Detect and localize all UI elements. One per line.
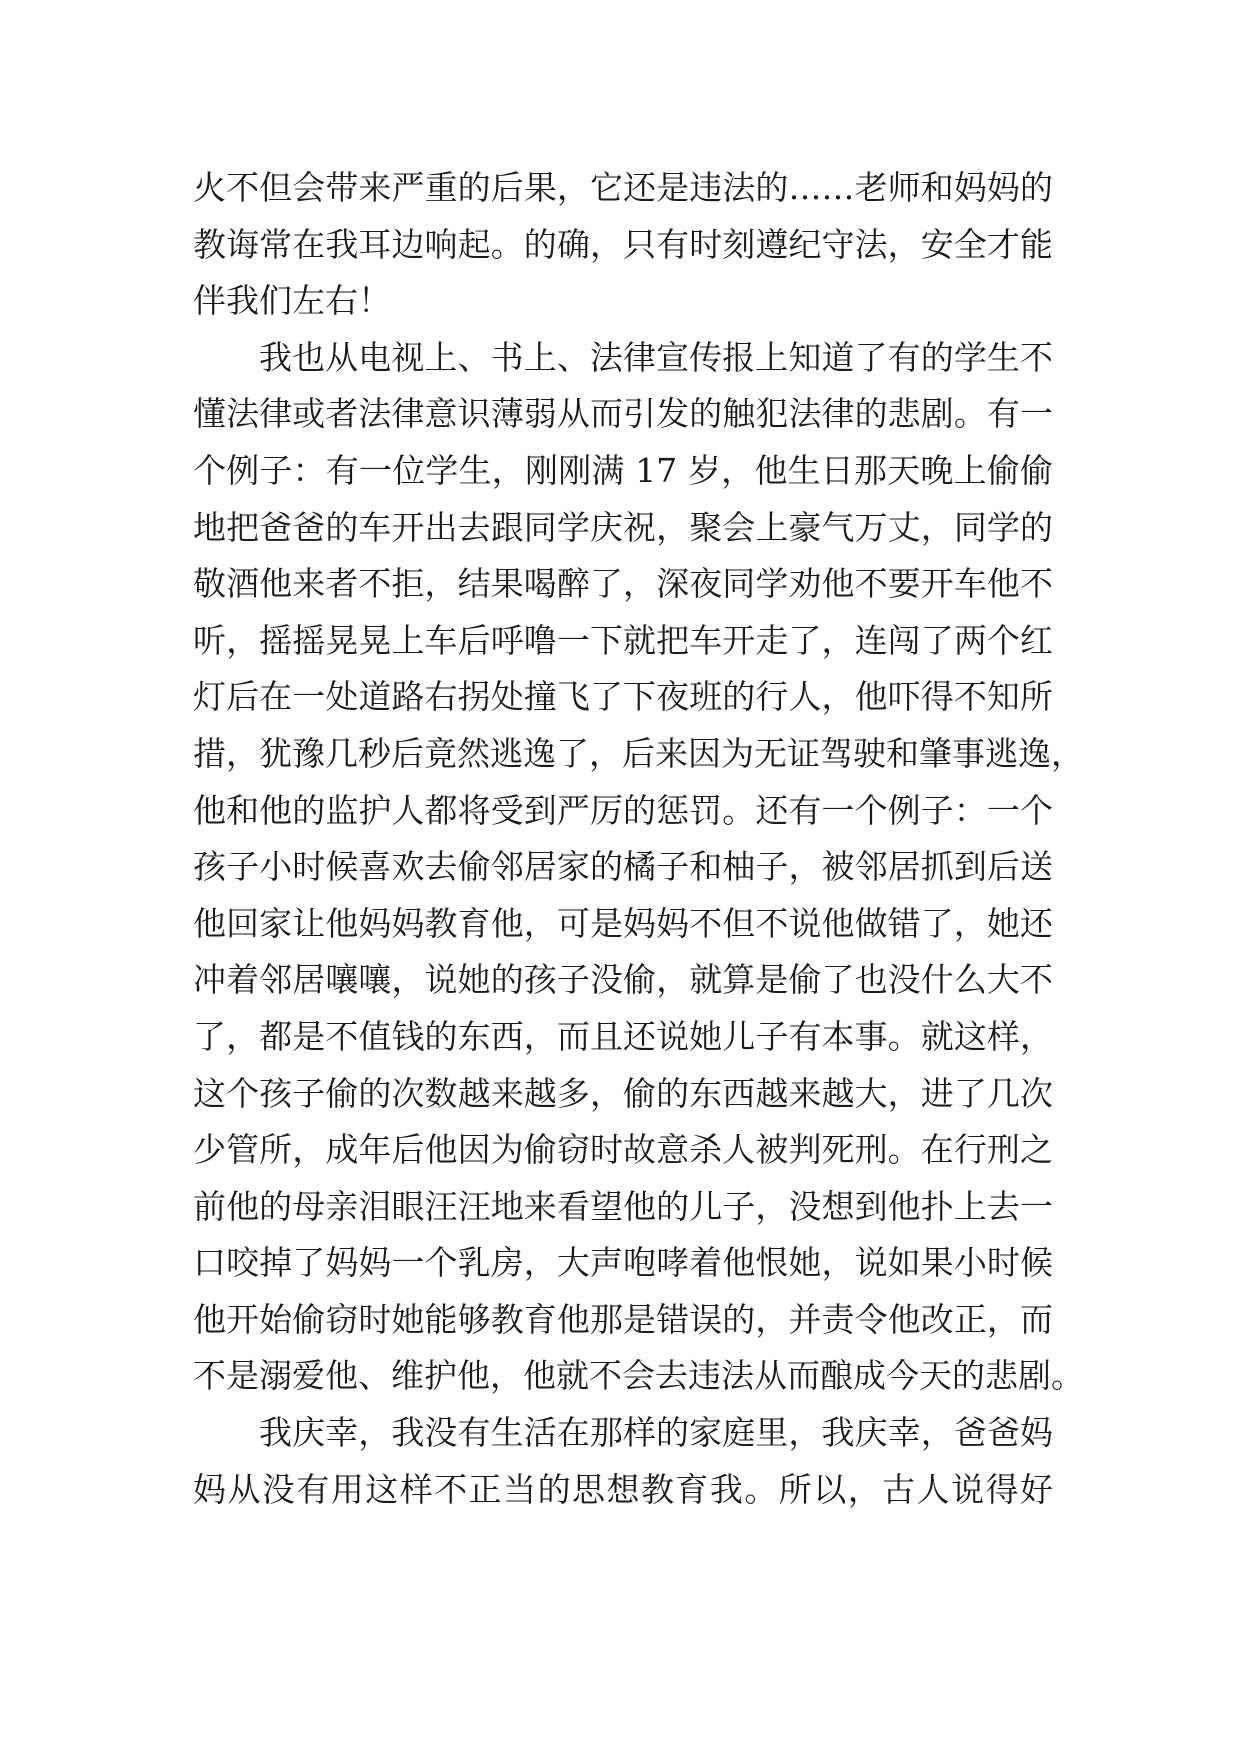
text-line: 不是溺爱他、维护他，他就不会去违法从而酿成今天的悲剧。 <box>193 1356 1084 1396</box>
text-line: 他开始偷窃时她能够教育他那是错误的，并责令他改正，而 <box>193 1299 1053 1339</box>
text-line: 措，犹豫几秒后竟然逃逸了，后来因为无证驾驶和肇事逃逸， <box>193 733 1084 773</box>
text-line: 了，都是不值钱的东西，而且还说她儿子有本事。就这样， <box>193 1016 1053 1056</box>
paragraph-start-line: 我庆幸，我没有生活在那样的家庭里，我庆幸，爸爸妈 <box>259 1413 1053 1453</box>
paragraph-start-line: 我也从电视上、书上、法律宣传报上知道了有的学生不 <box>259 337 1053 377</box>
body-text <box>193 160 1084 1518</box>
text-line: 前他的母亲泪眼汪汪地来看望他的儿子，没想到他扑上去一 <box>193 1186 1053 1226</box>
text-line: 妈从没有用这样不正当的思想教育我。所以，古人说得好 <box>193 1469 1053 1509</box>
text-line: 这个孩子偷的次数越来越多，偷的东西越来越大，进了几次 <box>193 1073 1053 1113</box>
text-line: 孩子小时候喜欢去偷邻居家的橘子和柚子，被邻居抓到后送 <box>193 847 1053 887</box>
text-line: 敬酒他来者不拒，结果喝醉了，深夜同学劝他不要开车他不 <box>193 564 1053 604</box>
text-line: 听，摇摇晃晃上车后呼噜一下就把车开走了，连闯了两个红 <box>193 620 1053 660</box>
text-line: 灯后在一处道路右拐处撞飞了下夜班的行人，他吓得不知所 <box>193 677 1053 717</box>
text-line: 地把爸爸的车开出去跟同学庆祝，聚会上豪气万丈，同学的 <box>193 507 1053 547</box>
text-line: 少管所，成年后他因为偷窃时故意杀人被判死刑。在行刑之 <box>193 1130 1053 1170</box>
text-line: 口咬掉了妈妈一个乳房，大声咆哮着他恨她，说如果小时候 <box>193 1243 1053 1283</box>
text-line: 教诲常在我耳边响起。的确，只有时刻遵纪守法，安全才能 <box>193 224 1053 264</box>
text-line: 懂法律或者法律意识薄弱从而引发的触犯法律的悲剧。有一 <box>193 394 1053 434</box>
text-line: 他回家让他妈妈教育他，可是妈妈不但不说他做错了，她还 <box>193 903 1053 943</box>
text-line: 伴我们左右！ <box>193 281 391 321</box>
text-line: 火不但会带来严重的后果，它还是违法的……老师和妈妈的 <box>193 168 1053 207</box>
text-line: 冲着邻居嚷嚷，说她的孩子没偷，就算是偷了也没什么大不 <box>193 960 1053 1000</box>
text-line: 个例子：有一位学生，刚刚满 17 岁，他生日那天晚上偷偷 <box>193 450 1053 490</box>
text-line: 他和他的监护人都将受到严厉的惩罚。还有一个例子：一个 <box>193 790 1053 830</box>
